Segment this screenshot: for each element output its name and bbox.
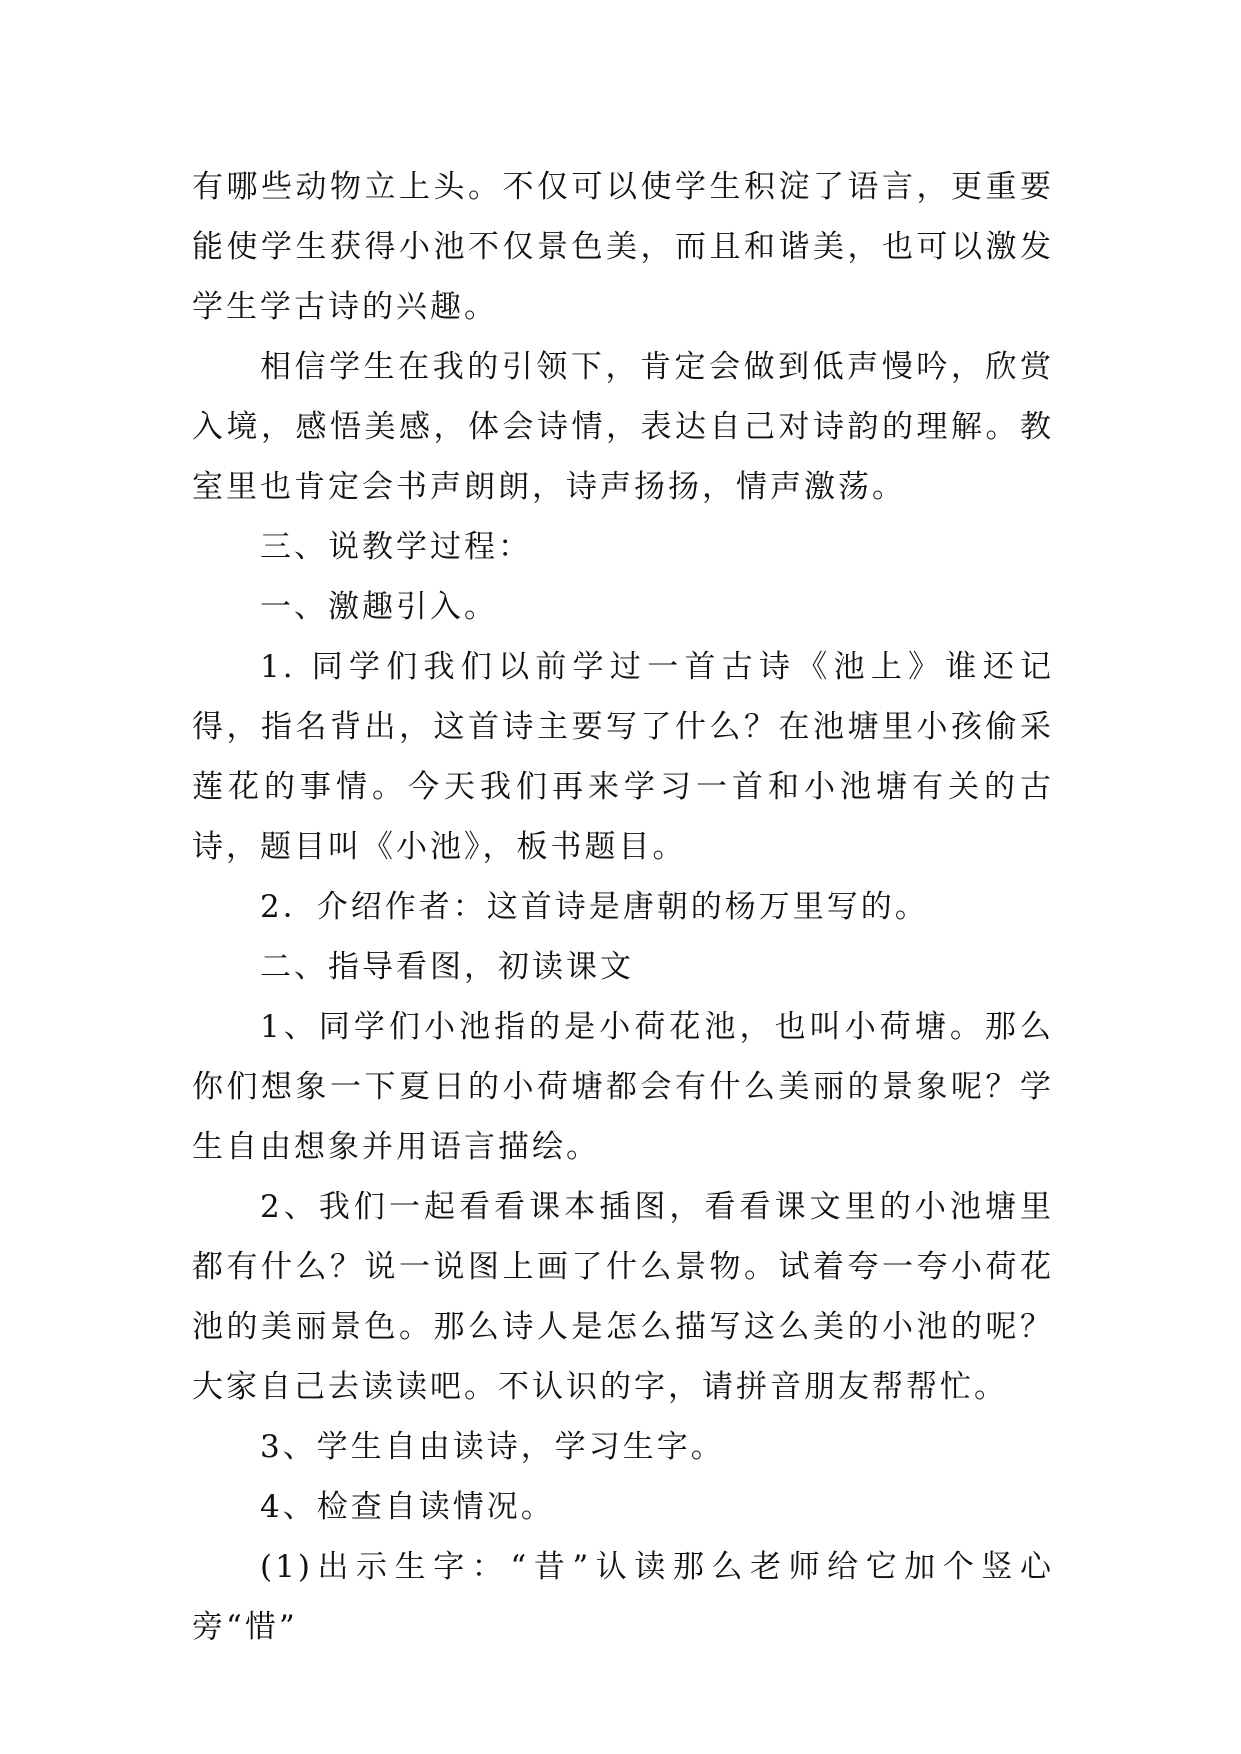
document-body (192, 157, 1054, 1657)
paragraph: 有哪些动物立上头。不仅可以使学生积淀了语言，更重要能使学生获得小池不仅景色美，而且和谐美，也可以激发学生学古诗的兴趣。 (192, 169, 1054, 325)
section-heading: 三、说教学过程： (260, 529, 532, 565)
paragraph: 1. 同学们我们以前学过一首古诗《池上》谁还记得，指名背出，这首诗主要写了什么？在池塘里小孩偷采莲花的事情。今天我们再来学习一首和小池塘有关的古诗，题目叫《小池》，板书题目。 (192, 649, 1054, 865)
subsection-heading: 二、指导看图，初读课文 (260, 949, 634, 985)
paragraph: 3、学生自由读诗，学习生字。 (260, 1429, 725, 1465)
paragraph: 2．介绍作者：这首诗是唐朝的杨万里写的。 (260, 889, 929, 925)
paragraph: 2、我们一起看看课本插图，看看课文里的小池塘里都有什么？说一说图上画了什么景物。试着夸一夸小荷花池的美丽景色。那么诗人是怎么描写这么美的小池的呢？大家自己去读读吧。不认识的字，请拼音朋友帮帮忙。 (192, 1189, 1054, 1405)
paragraph: 4、检查自读情况。 (260, 1489, 555, 1525)
paragraph: 1、同学们小池指的是小荷花池，也叫小荷塘。那么你们想象一下夏日的小荷塘都会有什么美丽的景象呢？学生自由想象并用语言描绘。 (192, 1009, 1054, 1165)
paragraph: 相信学生在我的引领下，肯定会做到低声慢吟，欣赏入境，感悟美感，体会诗情，表达自己对诗韵的理解。教室里也肯定会书声朗朗，诗声扬扬，情声激荡。 (192, 349, 1054, 505)
subsection-heading: 一、激趣引入。 (260, 589, 498, 625)
paragraph: (1)出示生字：“昔”认读那么老师给它加个竖心旁“惜” (192, 1549, 1054, 1645)
